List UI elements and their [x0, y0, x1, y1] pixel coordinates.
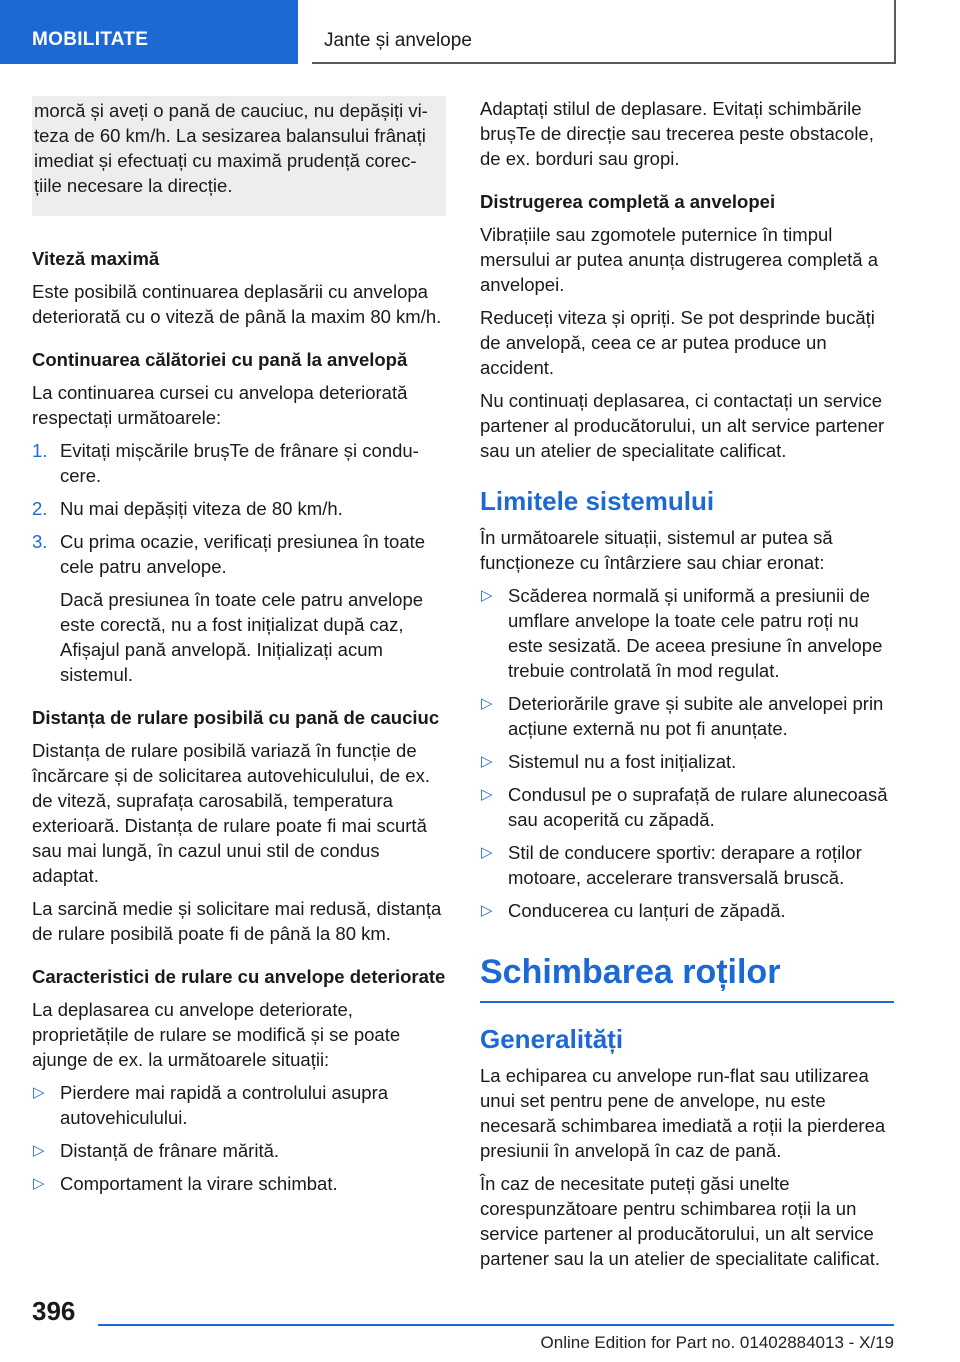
list-item	[480, 691, 894, 741]
triangle-right-outline-icon: ▷	[481, 844, 493, 861]
destruction-heading: Distrugerea completă a anvelopei	[480, 191, 776, 212]
step-text: Evitați mișcările brușTe de frânare și condu-cere.	[60, 440, 419, 486]
step-number: 3.	[32, 531, 48, 552]
steps-list	[32, 438, 446, 687]
handling-heading: Caracteristici de rulare cu anvelope deteriorate	[32, 966, 446, 987]
callout-line: imediat și efectuați cu maximă prudență corec-	[34, 150, 417, 171]
step-number: 1.	[32, 440, 48, 461]
bullet-text: Comportament la virare schimbat.	[60, 1173, 338, 1194]
section-tab	[0, 0, 298, 64]
range-text-2: La sarcină medie și solicitare mai redusă, distanța de rulare posibilă poate fi de până la 80 km.	[32, 898, 442, 944]
callout-line: morcă și aveți o pană de cauciuc, nu depășiți vi-	[34, 100, 428, 121]
list-item	[32, 1080, 446, 1130]
triangle-right-outline-icon: ▷	[33, 1084, 45, 1101]
bullet-text: Deteriorările grave și subite ale anvelopei prin acțiune externă nu pot fi anunțate.	[508, 693, 884, 739]
list-item	[480, 840, 894, 890]
section-tab-label: MOBILITATE	[32, 29, 149, 50]
step-text: Nu mai depășiți viteza de 80 km/h.	[60, 498, 343, 519]
bullet-text: Stil de conducere sportiv: derapare a roților motoare, accelerare transversală bruscă.	[508, 842, 862, 888]
triangle-right-outline-icon: ▷	[481, 753, 493, 770]
max-speed-heading: Viteză maximă	[32, 248, 160, 269]
triangle-right-outline-icon: ▷	[481, 786, 493, 803]
list-item	[32, 1171, 446, 1196]
footer-divider	[98, 1324, 894, 1326]
bullet-text: Scăderea normală și uniformă a presiunii de umflare anvelope la toate cele patru roți nu este sesizată. De aceea presiune în anvelope trebuie controlată în mod regulat.	[508, 585, 883, 681]
continue-heading: Continuarea călătoriei cu pană la anvelopă	[32, 349, 408, 370]
bullet-text: Pierdere mai rapidă a controlului asupra autovehiculului.	[60, 1082, 389, 1128]
callout-line: teza de 60 km/h. La sesizarea balansului frânați	[34, 125, 426, 146]
max-speed-text: Este posibilă continuarea deplasării cu anvelopa deteriorată cu o viteză de până la maxim 80 km/h.	[32, 281, 442, 327]
list-item	[480, 782, 894, 832]
step-number: 2.	[32, 498, 48, 519]
general-text-2: În caz de necesitate puteți găsi unelte corespunzătoare pentru schimbarea roții la un service partener al producătorului, un alt service partener sau la un atelier de specialitate calificat.	[480, 1173, 881, 1269]
list-item	[32, 438, 446, 488]
driving-advice: Adaptați stilul de deplasare. Evitați schimbările brușTe de direcție sau trecerea peste obstacole, de ex. borduri sau gropi.	[480, 98, 874, 169]
triangle-right-outline-icon: ▷	[481, 695, 493, 712]
chapter-title: Jante și anvelope	[324, 30, 472, 51]
warning-callout	[32, 96, 446, 216]
left-column	[32, 96, 446, 1204]
list-item	[32, 496, 446, 521]
triangle-right-outline-icon: ▷	[481, 587, 493, 604]
system-limits-heading: Limitele sistemului	[480, 486, 715, 516]
triangle-right-outline-icon: ▷	[481, 902, 493, 919]
bullet-text: Conducerea cu lanțuri de zăpadă.	[508, 900, 786, 921]
chapter-header	[312, 0, 896, 64]
handling-list	[32, 1080, 446, 1196]
triangle-right-outline-icon: ▷	[33, 1175, 45, 1192]
bullet-text: Condusul pe o suprafață de rulare alunecoasă sau acoperită cu zăpadă.	[508, 784, 888, 830]
destruction-text-2: Reduceți viteza și opriți. Se pot desprinde bucăți de anvelopă, ceea ce ar putea produce un accident.	[480, 307, 875, 378]
bullet-text: Sistemul nu a fost inițializat.	[508, 751, 737, 772]
destruction-text-3: Nu continuați deplasarea, ci contactați un service partener al producătorului, un alt service partener sau un atelier de specialitate calificat.	[480, 390, 885, 461]
system-limits-intro: În următoarele situații, sistemul ar putea să funcționeze cu întârziere sau chiar eronat:	[480, 527, 833, 573]
handling-intro: La deplasarea cu anvelope deteriorate, proprietățile de rulare se modifică și se poate ajunge de ex. la următoarele situații:	[32, 999, 401, 1070]
wheel-change-title: Schimbarea roților	[480, 949, 894, 1003]
list-item	[32, 1138, 446, 1163]
general-text: La echiparea cu anvelope run-flat sau utilizarea unui set pentru pene de anvelope, nu este necesară schimbarea imediată a roții la pierderea presiunii în anvelopă în caz de pană.	[480, 1065, 886, 1161]
list-item	[480, 583, 894, 683]
bullet-text: Distanță de frânare mărită.	[60, 1140, 280, 1161]
list-item	[32, 529, 446, 687]
list-item	[480, 898, 894, 923]
step-note: Dacă presiunea în toate cele patru anvelope este corectă, nu a fost inițializat după caz, Afișajul pană anvelopă. Inițializați acum sistemul.	[60, 589, 424, 685]
callout-line: țiile necesare la direcție.	[34, 175, 233, 196]
general-heading: Generalități	[480, 1024, 624, 1054]
range-text: Distanța de rulare posibilă variază în funcție de încărcare și de solicitarea autovehiculului, de ex. de viteză, suprafața carosabilă, temperatura exterioară. Distanța de rulare poate fi mai scurtă sau mai lungă, în cazul unui stil de condus adaptat.	[32, 740, 430, 886]
page-number: 396	[32, 1296, 76, 1326]
triangle-right-outline-icon: ▷	[33, 1142, 45, 1159]
footer-edition: Online Edition for Part no. 01402884013 - X/19	[540, 1333, 894, 1352]
right-column	[480, 96, 894, 1271]
list-item	[480, 749, 894, 774]
continue-intro: La continuarea cursei cu anvelopa deteriorată respectați următoarele:	[32, 382, 408, 428]
destruction-text: Vibrațiile sau zgomotele puternice în timpul mersului ar putea anunța distrugerea completă a anvelopei.	[480, 224, 878, 295]
system-limits-list	[480, 583, 894, 923]
step-text: Cu prima ocazie, verificați presiunea în toate cele patru anvelope.	[60, 531, 426, 577]
range-heading: Distanța de rulare posibilă cu pană de cauciuc	[32, 707, 440, 728]
